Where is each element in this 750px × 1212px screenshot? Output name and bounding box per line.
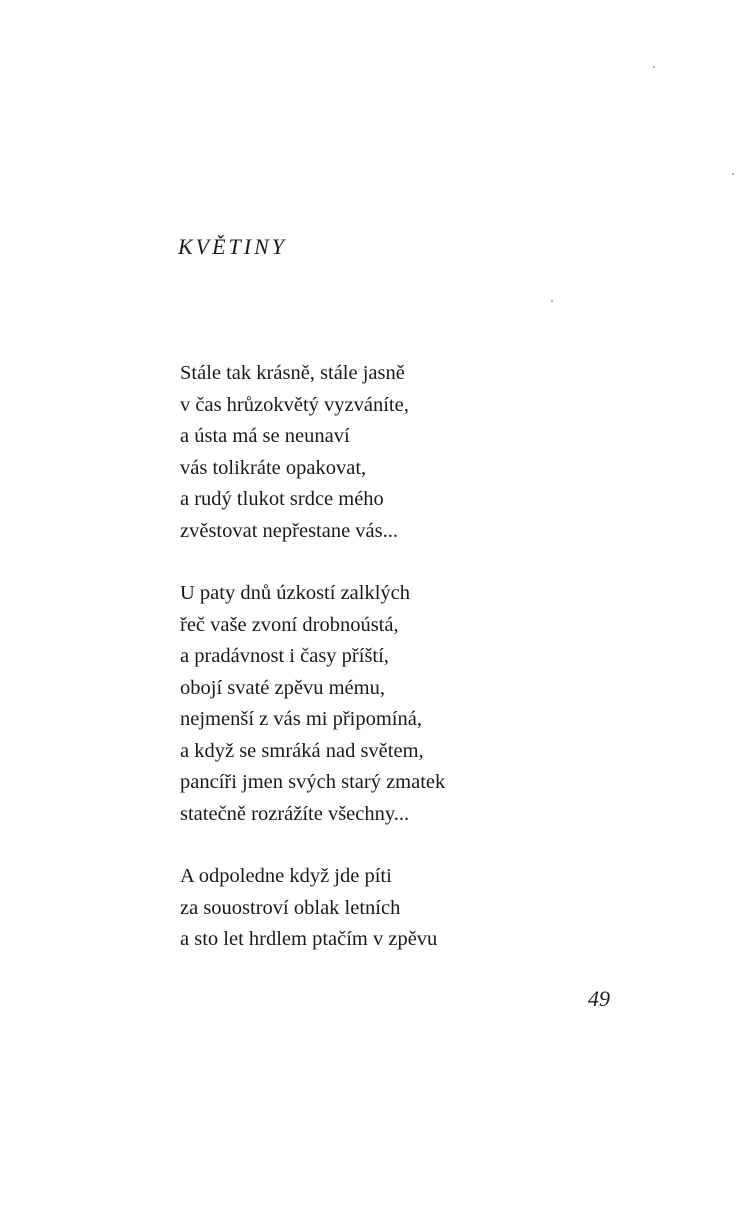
poem-line: U paty dnů úzkostí zalklých [180,582,411,604]
poem-line: obojí svaté zpěvu mému, [180,676,385,699]
poem-line: a když se smráká nad světem, [180,739,424,762]
poem-line: a sto let hrdlem ptačím v zpěvu [180,928,438,950]
poem-line: Stále tak krásně, stále jasně [180,362,405,384]
poem-line: za souostroví oblak letních [180,896,401,919]
stanza-2 [180,578,600,830]
poem-line: a pradávnost i časy příští, [180,645,389,667]
poem-line: A odpoledne když jde píti [180,865,392,887]
paper-speck [732,173,734,175]
poem-line: a rudý tlukot srdce mého [180,488,384,510]
poem-title: KVĚTINY [178,234,288,259]
poem-line: statečně rozrážíte všechny... [180,802,410,825]
stanza-1 [180,358,600,547]
page-number: 49 [588,986,610,1011]
poem-body [180,358,600,987]
stanza-3 [180,861,600,956]
poem-line: zvěstovat nepřestane vás... [180,519,399,542]
poem-line: řeč vaše zvoní drobnoústá, [180,613,399,636]
paper-speck [653,66,655,68]
poem-line: a ústa má se neunaví [180,425,350,447]
poem-line: nejmenší z vás mi připomíná, [180,708,422,730]
poem-line: vás tolikráte opakovat, [180,456,367,479]
poem-line: pancíři jmen svých starý zmatek [180,771,446,793]
paper-speck [551,300,553,302]
poem-line: v čas hrůzokvětý vyzváníte, [180,393,409,416]
